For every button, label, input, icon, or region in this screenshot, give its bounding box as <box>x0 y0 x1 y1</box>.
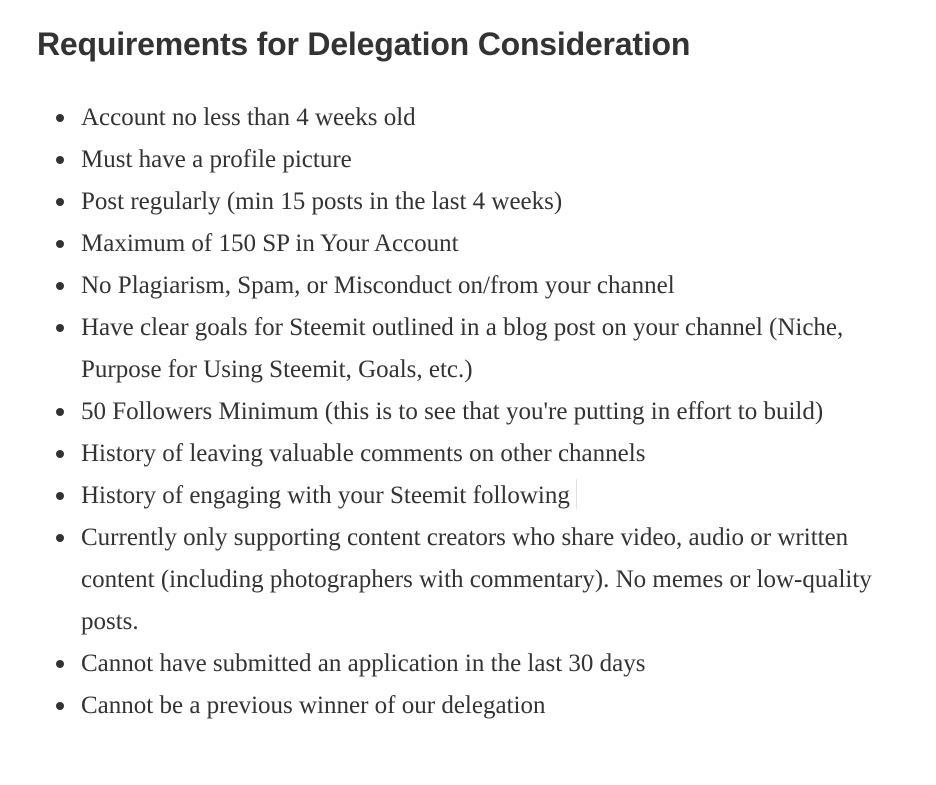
list-item <box>52 685 902 727</box>
list-item <box>52 643 902 685</box>
list-item-text: Post regularly (min 15 posts in the last 4 weeks) <box>81 188 563 215</box>
bullet-icon <box>56 156 64 164</box>
bullet-icon <box>56 114 64 122</box>
bullet-icon <box>56 198 64 206</box>
list-item <box>52 391 902 433</box>
bullet-icon <box>56 660 64 668</box>
list-item-text: History of leaving valuable comments on other channels <box>81 440 646 467</box>
list-item-text: History of engaging with your Steemit following <box>81 482 570 509</box>
bullet-icon <box>56 450 64 458</box>
list-item <box>52 475 902 517</box>
list-item <box>52 307 902 391</box>
list-item <box>52 433 902 475</box>
bullet-icon <box>56 282 64 290</box>
list-item <box>52 517 902 643</box>
list-item <box>52 181 902 223</box>
list-item-text: Maximum of 150 SP in Your Account <box>81 230 459 257</box>
requirements-list <box>52 97 902 727</box>
list-item-text: Account no less than 4 weeks old <box>81 104 416 131</box>
bullet-icon <box>56 408 64 416</box>
bullet-icon <box>56 324 64 332</box>
list-item-text: Must have a profile picture <box>81 146 352 173</box>
list-item-text: Cannot be a previous winner of our delegation <box>81 692 546 719</box>
list-item <box>52 265 902 307</box>
list-item <box>52 223 902 265</box>
list-item-text: Currently only supporting content creators who share video, audio or written content (including photographers with commentary). No memes or low-quality posts. <box>81 524 872 635</box>
bullet-icon <box>56 702 64 710</box>
list-item-text: 50 Followers Minimum (this is to see that you're putting in effort to build) <box>81 398 824 425</box>
section-heading: Requirements for Delegation Consideration <box>37 26 691 62</box>
list-item-text: Cannot have submitted an application in the last 30 days <box>81 650 646 677</box>
bullet-icon <box>56 534 64 542</box>
list-item-text: Have clear goals for Steemit outlined in a blog post on your channel (Niche, Purpose for Using Steemit, Goals, etc.) <box>81 314 844 383</box>
text-cursor <box>576 479 577 509</box>
bullet-icon <box>56 492 64 500</box>
bullet-icon <box>56 240 64 248</box>
list-item-text: No Plagiarism, Spam, or Misconduct on/from your channel <box>81 272 675 299</box>
list-item <box>52 139 902 181</box>
list-item <box>52 97 902 139</box>
